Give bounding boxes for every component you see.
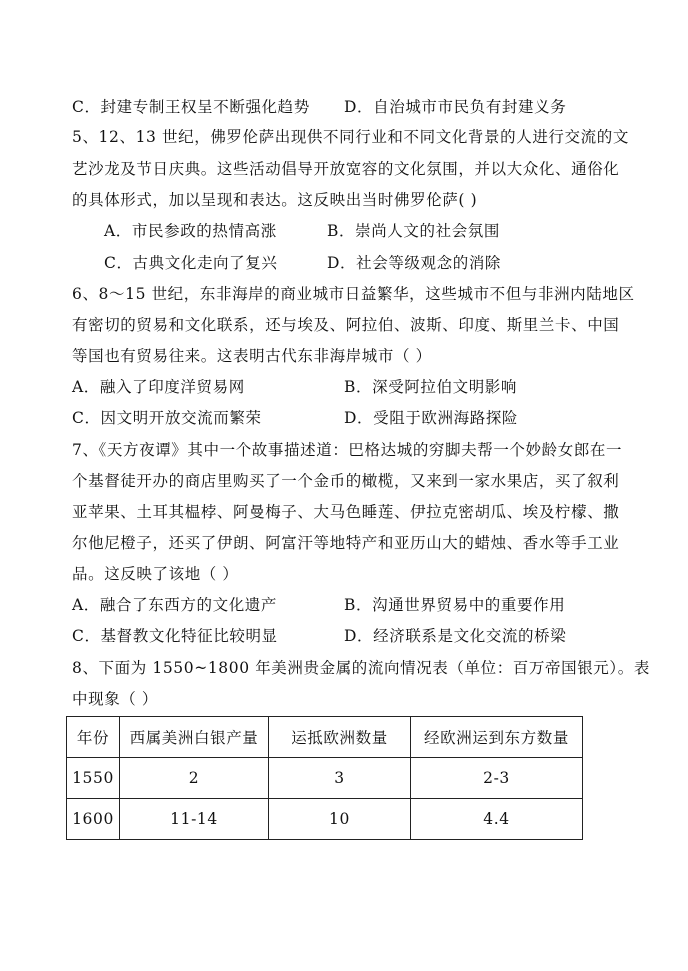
q5-stem-line-1: 5、12、13 世纪，佛罗伦萨出现供不同行业和不同文化背景的人进行交流的文	[72, 128, 629, 146]
q8-stem-line-1: 8、下面为 1550~1800 年美洲贵金属的流向情况表（单位：百万帝国银元）。表	[72, 659, 650, 677]
q4-option-c: C．封建专制王权呈不断强化趋势	[72, 98, 310, 116]
q7-stem-line-1: 7、《天方夜谭》其中一个故事描述道：巴格达城的穷脚夫帮一个妙龄女郎在一	[72, 441, 623, 459]
q7-option-b: B．沟通世界贸易中的重要作用	[344, 596, 566, 614]
table-row	[67, 758, 583, 799]
q7-stem-line-5: 品。这反映了该地（ ）	[72, 565, 239, 583]
q7-stem-line-3: 亚苹果、土耳其榅桲、阿曼梅子、大马色睡莲、伊拉克密胡瓜、埃及柠檬、撒	[72, 503, 620, 521]
q6-stem-line-2: 有密切的贸易和文化联系，还与埃及、阿拉伯、波斯、印度、斯里兰卡、中国	[72, 316, 620, 334]
table-cell: 2-3	[411, 758, 583, 799]
q5-option-d: D．社会等级观念的消除	[327, 254, 502, 272]
q6-option-d: D．受阻于欧洲海路探险	[344, 409, 519, 427]
table-cell: 1550	[67, 758, 120, 799]
table-cell: 11-14	[120, 799, 269, 840]
table-cell: 3	[269, 758, 411, 799]
q7-stem-line-2: 个基督徒开办的商店里购买了一个金币的橄榄，又来到一家水果店，买了叙利	[72, 472, 620, 490]
table-cell: 4.4	[411, 799, 583, 840]
table-header-cell: 西属美洲白银产量	[120, 717, 269, 758]
q7-option-a: A．融合了东西方的文化遗产	[72, 596, 277, 614]
q7-option-d: D．经济联系是文化交流的桥梁	[344, 627, 567, 645]
q6-option-b: B．深受阿拉伯文明影响	[344, 378, 517, 396]
table-cell: 10	[269, 799, 411, 840]
table-header-row	[67, 717, 583, 758]
table-cell: 2	[120, 758, 269, 799]
q6-stem-line-1: 6、8～15 世纪，东非海岸的商业城市日益繁华，这些城市不但与非洲内陆地区	[72, 285, 635, 303]
q5-stem-line-2: 艺沙龙及节日庆典。这些活动倡导开放宽容的文化氛围，并以大众化、通俗化	[72, 160, 620, 178]
q5-stem-line-3: 的具体形式，加以呈现和表达。这反映出当时佛罗伦萨( )	[72, 191, 478, 209]
q5-option-b: B．崇尚人文的社会氛围	[327, 222, 500, 240]
q5-option-a: A．市民参政的热情高涨	[104, 222, 277, 240]
silver-flow-table	[66, 716, 583, 840]
q7-option-c: C．基督教文化特征比较明显	[72, 627, 278, 645]
q5-option-c: C．古典文化走向了复兴	[104, 254, 278, 272]
q6-stem-line-3: 等国也有贸易往来。这表明古代东非海岸城市（ ）	[72, 347, 432, 365]
q6-option-a: A．融入了印度洋贸易网	[72, 378, 245, 396]
table-row	[67, 799, 583, 840]
table-header-cell: 运抵欧洲数量	[269, 717, 411, 758]
q6-option-c: C．因文明开放交流而繁荣	[72, 409, 262, 427]
q8-stem-line-2: 中现象（ ）	[72, 690, 159, 708]
q4-option-d: D．自治城市市民负有封建义务	[344, 98, 567, 116]
table-header-cell: 年份	[67, 717, 120, 758]
q7-stem-line-4: 尔他尼橙子，还买了伊朗、阿富汗等地特产和亚历山大的蜡烛、香水等手工业	[72, 534, 620, 552]
table-header-cell: 经欧洲运到东方数量	[411, 717, 583, 758]
table-cell: 1600	[67, 799, 120, 840]
